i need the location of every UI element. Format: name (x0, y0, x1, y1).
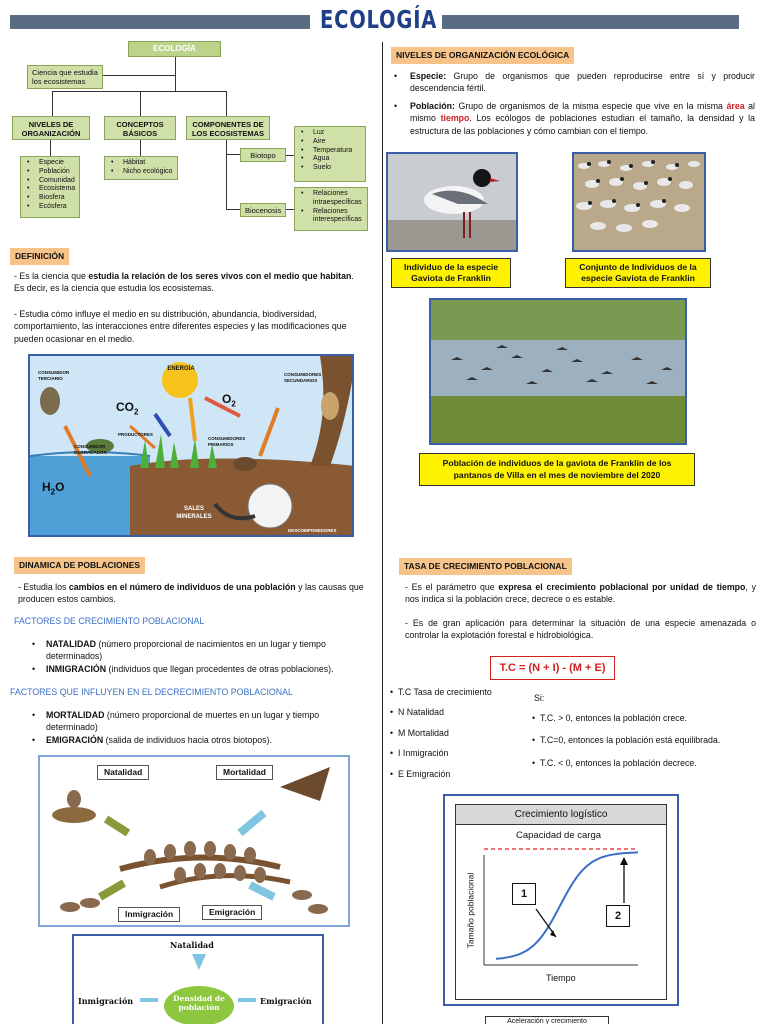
label-consumidor-degradador: CONSUMIDOR DEGRADADOR (74, 444, 107, 455)
page-title: ECOLOGÍA (320, 5, 438, 34)
chart-mark-1: 1 (512, 883, 536, 905)
densidad-label-natalidad: Natalidad (170, 940, 214, 950)
ecosystem-illustration (28, 354, 354, 537)
list-item: • Población (25, 168, 75, 177)
list-item: • Comunidad (25, 177, 75, 186)
column-divider (382, 42, 383, 1024)
connector (286, 209, 294, 210)
legend-item: • T.C Tasa de crecimiento (388, 687, 492, 698)
label-consumidor-terciario: CONSUMIDOR TERCIARIO (38, 370, 70, 381)
list-item: • Biosfera (25, 194, 75, 203)
connector (175, 57, 176, 91)
chart-capacity-label: Capacidad de carga (516, 830, 602, 841)
poblacion-item: • Población: Grupo de organismos de la misma especie que vive en la misma área al mismo tiempo. Los ecólogos de poblaciones estudian el tamaño, la densidad y la estructura de las poblaciones y cómo cambian con el tiempo. (392, 100, 755, 137)
densidad-center: Densidad de población (164, 986, 234, 1024)
arrow-down-icon (192, 954, 206, 970)
niveles-list (392, 70, 755, 137)
branch-componentes: COMPONENTES DE LOS ECOSISTEMAS (186, 116, 270, 140)
chart-title: Crecimiento logístico (456, 805, 666, 825)
diagram-label-inmigracion: Inmigración (118, 907, 180, 922)
natalidad-item: • NATALIDAD (número proporcional de nacimientos en un lugar y tiempo determinados) (30, 638, 368, 663)
decrecimiento-list (30, 709, 368, 746)
condition-item: • T.C=0, entonces la población está equilibrada. (530, 735, 720, 746)
label-co2: $CO_2$ (116, 400, 139, 417)
gull-drawing (388, 154, 516, 250)
label-descomponedores: DESCOMPONEDORES (288, 528, 337, 533)
list-item: • Hábitat (109, 159, 173, 168)
definicion-paragraph-2: - Estudia cómo influye el medio en su distribución, abundancia, biodiversidad, comportamiento, las interacciones entre diferentes especies y las modificaciones que pueden ocasionar en el medio. (14, 309, 347, 344)
conceptos-list (104, 156, 178, 180)
definicion-header: DEFINICIÓN (10, 248, 69, 265)
bottom-box: Aceleración y crecimiento (485, 1016, 609, 1024)
connector (50, 140, 51, 156)
niveles-header: NIVELES DE ORGANIZACIÓN ECOLÓGICA (391, 47, 574, 64)
biocenosis-list (294, 187, 368, 231)
inmigracion-item: • INMIGRACIÓN (individuos que llegan procedentes de otras poblaciones). (30, 663, 368, 675)
conditions-list (530, 713, 720, 769)
caption-poblacion: Población de individuos de la gaviota de Franklin de los pantanos de Villa en el mes de noviembre del 2020 (419, 453, 695, 486)
legend-item: • N Natalidad (388, 707, 492, 718)
connector (226, 91, 227, 116)
legend-item: • I Inmigración (388, 748, 492, 759)
connector (226, 140, 227, 210)
gull-group-photo (572, 152, 706, 252)
crecimiento-list (30, 638, 368, 675)
label-sales-minerales: SALES MINERALES (176, 506, 212, 520)
connector (52, 91, 53, 116)
dinamica-paragraph: - Estudia los cambios en el número de individuos de una población y las causas que producen estos cambios. (18, 582, 364, 605)
densidad-label-inmigracion: Inmigración (78, 996, 134, 1006)
list-item: • Nicho ecológico (109, 168, 173, 177)
caption-conjunto: Conjunto de Individuos de la especie Gaviota de Franklin (565, 258, 711, 288)
decrecimiento-title: FACTORES QUE INFLUYEN EN EL DECRECIMIENTO POBLACIONAL (10, 687, 293, 697)
biotopo-box: Biotopo (240, 148, 286, 162)
label-h2o: $H_2O$ (42, 480, 65, 497)
condition-item: • T.C. > 0, entonces la población crece. (530, 713, 720, 724)
diagram-label-emigracion: Emigración (202, 905, 262, 920)
connector (226, 209, 240, 210)
title-bar-left (10, 15, 310, 29)
list-item: • Aire (299, 138, 361, 147)
legend-item: • M Mortalidad (388, 728, 492, 739)
population-dynamics-diagram (38, 755, 350, 927)
mortalidad-item: • MORTALIDAD (número proporcional de muertes en un lugar y tiempo determinado) (30, 709, 368, 734)
formula-box: T.C = (N + I) - (M + E) (490, 656, 615, 680)
tasa-paragraph-1: - Es el parámetro que expresa el crecimiento poblacional por unidad de tiempo, y nos indica si la población crece, decrece o es estable. (405, 582, 756, 605)
label-energia: ENERGÍA (167, 366, 195, 372)
tasa-header: TASA DE CRECIMIENTO POBLACIONAL (399, 558, 572, 575)
conditions-si: Si: (534, 693, 545, 703)
diagram-label-natalidad: Natalidad (97, 765, 149, 780)
condition-item: • T.C. < 0, entonces la población decrece. (530, 758, 720, 769)
branch-conceptos: CONCEPTOS BÁSICOS (104, 116, 176, 140)
chart-plot (455, 804, 667, 1000)
gull-group-drawing (574, 154, 704, 250)
concept-map-root: ECOLOGÍA (128, 41, 221, 57)
dinamica-header: DINAMICA DE POBLACIONES (14, 557, 145, 574)
tasa-paragraph-2: - Es de gran aplicación para determinar la situación de una especie amenazada o controlar la explotación forestal e hidrobiológica. (405, 618, 756, 641)
list-item: • Agua (299, 155, 361, 164)
densidad-label-emigracion: Emigración (260, 996, 312, 1006)
label-consumidores-secundarios: CONSUMIDORES SECUNDARIOS (284, 372, 322, 383)
list-item: • Ecosistema (25, 185, 75, 194)
emigracion-item: • EMIGRACIÓN (salida de individuos hacia otros biotopos). (30, 734, 368, 746)
connector (286, 155, 294, 156)
list-item: • Temperatura (299, 147, 361, 156)
title-bar-right (442, 15, 739, 29)
connector (140, 140, 141, 156)
legend-item: • E Emigración (388, 769, 492, 780)
list-item: • Suelo (299, 164, 361, 173)
especie-item: • Especie: Grupo de organismos que pueden reproducirse entre sí y producir descendencia fértil. (392, 70, 755, 95)
biotopo-list (294, 126, 366, 182)
arrow-right-icon (238, 998, 256, 1002)
gull-individual-photo (386, 152, 518, 252)
chart-ylabel: Tamaño poblacional (465, 872, 476, 949)
crecimiento-title: FACTORES DE CRECIMIENTO POBLACIONAL (14, 616, 205, 626)
list-item: • Relaciones intraespecíficas (299, 190, 363, 208)
logistic-chart (443, 794, 679, 1006)
label-consumidores-primarios: CONSUMIDORES PRIMARIOS (208, 436, 246, 447)
connector (103, 75, 175, 76)
arrow-right-icon (140, 998, 158, 1002)
birds-drawing (40, 757, 348, 925)
chart-xlabel: Tiempo (546, 973, 576, 983)
caption-individuo: Individuo de la especie Gaviota de Franklin (391, 258, 511, 288)
list-item: • Relaciones interespecíficas (299, 208, 363, 226)
connector (140, 91, 141, 116)
connector (226, 154, 240, 155)
diagram-label-mortalidad: Mortalidad (216, 765, 273, 780)
branch-niveles: NIVELES DE ORGANIZACIÓN (12, 116, 90, 140)
wetland-drawing (431, 300, 685, 443)
niveles-list (20, 156, 80, 218)
definicion-paragraph-1: - Es la ciencia que estudia la relación de los seres vivos con el medio que habitan. Es decir, es la ciencia que estudia los ecosistemas. (14, 271, 354, 294)
list-item: • Luz (299, 129, 361, 138)
list-item: • Especie (25, 159, 75, 168)
concept-map-description: Ciencia que estudia los ecosistemas (27, 65, 103, 89)
tasa-legend (388, 687, 492, 780)
label-productores: PRODUCTORES (118, 432, 153, 437)
logistic-curve-svg (456, 805, 668, 1001)
chart-mark-2: 2 (606, 905, 630, 927)
biocenosis-box: Biocenosis (240, 203, 286, 217)
densidad-diagram (72, 934, 324, 1024)
list-item: • Ecósfera (25, 203, 75, 212)
label-o2: $O_2$ (222, 392, 236, 409)
gull-population-photo (429, 298, 687, 445)
